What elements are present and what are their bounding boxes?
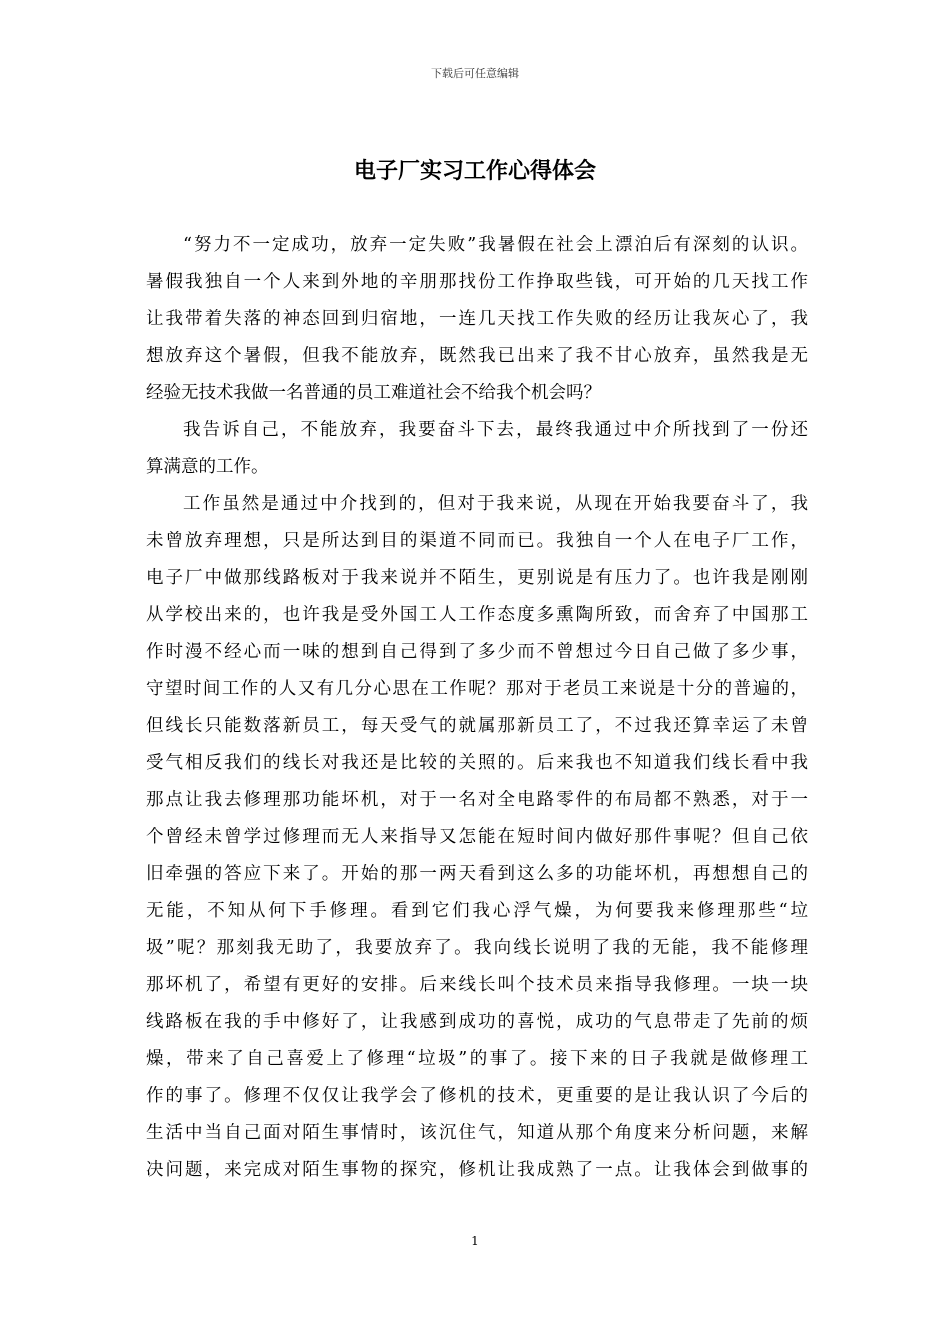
paragraph-3-line-15: 线路板在我的手中修好了，让我感到成功的喜悦，成功的气息带走了先前的烦 <box>146 1012 808 1032</box>
document-title: 电子厂实习工作心得体会 <box>353 158 596 184</box>
paragraph-3-line-13: 圾”呢？那刻我无助了，我要放弃了。我向线长说明了我的无能，我不能修理 <box>146 938 808 958</box>
paragraph-3-line-4: 从学校出来的，也许我是受外国工人工作态度多熏陶所致，而舍弃了中国那工 <box>146 605 808 625</box>
paragraph-3-line-18: 生活中当自己面对陌生事情时，该沉住气，知道从那个角度来分析问题，来解 <box>146 1123 808 1143</box>
paragraph-3-line-11: 旧牵强的答应下来了。开始的那一两天看到这么多的功能坏机，再想想自己的 <box>146 864 808 884</box>
header-note: 下载后可任意编辑 <box>431 67 519 80</box>
paragraph-3-line-3: 电子厂中做那线路板对于我来说并不陌生，更别说是有压力了。也许我是刚刚 <box>146 568 808 588</box>
paragraph-3-line-1: 工作虽然是通过中介找到的，但对于我来说，从现在开始我要奋斗了，我 <box>183 494 808 514</box>
paragraph-3-line-8: 受气相反我们的线长对我还是比较的关照的。后来我也不知道我们线长看中我 <box>146 753 808 773</box>
paragraph-3-line-16: 燥，带来了自己喜爱上了修理“垃圾”的事了。接下来的日子我就是做修理工 <box>146 1049 808 1069</box>
paragraph-1-line-2: 暑假我独自一个人来到外地的辛朋那找份工作挣取些钱，可开始的几天找工作 <box>146 272 808 292</box>
paragraph-3-line-12: 无能，不知从何下手修理。看到它们我心浮气燥，为何要我来修理那些“垃 <box>146 901 808 921</box>
paragraph-1-line-3: 让我带着失落的神态回到归宿地，一连几天找工作失败的经历让我灰心了，我 <box>146 309 808 329</box>
page-number: 1 <box>471 1234 479 1248</box>
paragraph-3-line-10: 个曾经未曾学过修理而无人来指导又怎能在短时间内做好那件事呢？但自己依 <box>146 827 808 847</box>
paragraph-3-line-17: 作的事了。修理不仅仅让我学会了修机的技术，更重要的是让我认识了今后的 <box>146 1086 808 1106</box>
paragraph-1-line-5: 经验无技术我做一名普通的员工难道社会不给我个机会吗？ <box>146 383 601 403</box>
paragraph-1-line-1: “努力不一定成功，放弃一定失败”我暑假在社会上漂泊后有深刻的认识。 <box>183 235 808 255</box>
paragraph-3-line-7: 但线长只能数落新员工，每天受气的就属那新员工了，不过我还算幸运了未曾 <box>146 716 808 736</box>
paragraph-3-line-14: 那坏机了，希望有更好的安排。后来线长叫个技术员来指导我修理。一块一块 <box>146 975 808 995</box>
paragraph-1-line-4: 想放弃这个暑假，但我不能放弃，既然我已出来了我不甘心放弃，虽然我是无 <box>146 346 808 366</box>
paragraph-3-line-9: 那点让我去修理那功能坏机，对于一名对全电路零件的布局都不熟悉，对于一 <box>146 790 808 810</box>
paragraph-2-line-2: 算满意的工作。 <box>146 457 269 477</box>
document-body <box>146 227 808 1189</box>
paragraph-3-line-2: 未曾放弃理想，只是所达到目的渠道不同而已。我独自一个人在电子厂工作， <box>146 531 808 551</box>
paragraph-3-line-6: 守望时间工作的人又有几分心思在工作呢？那对于老员工来说是十分的普遍的， <box>146 679 808 699</box>
paragraph-3-line-19: 决问题，来完成对陌生事物的探究，修机让我成熟了一点。让我体会到做事的 <box>146 1160 808 1180</box>
paragraph-3-line-5: 作时漫不经心而一味的想到自己得到了多少而不曾想过今日自己做了多少事， <box>146 642 808 662</box>
paragraph-2-line-1: 我告诉自己，不能放弃，我要奋斗下去，最终我通过中介所找到了一份还 <box>183 420 808 440</box>
